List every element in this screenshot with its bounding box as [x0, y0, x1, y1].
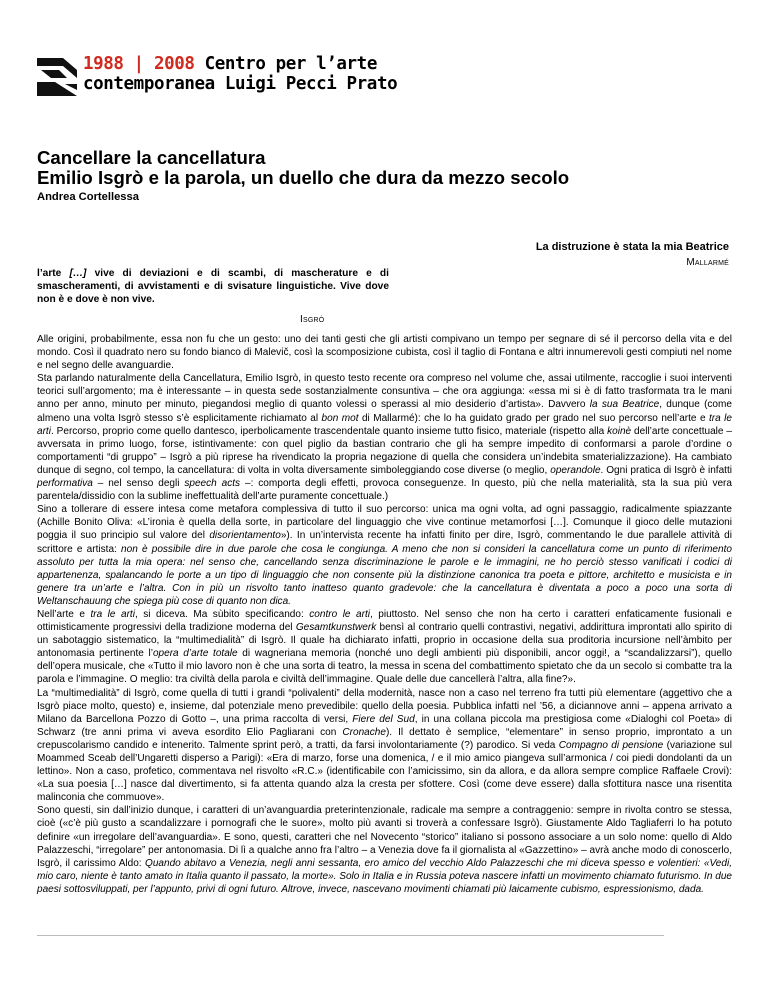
epigraph-mallarme: La distruzione è stata la mia Beatrice	[535, 241, 729, 253]
epigraph-mallarme-source: Mallarmé	[686, 257, 729, 268]
header-logo	[37, 54, 597, 98]
paragraph-1: Alle origini, probabilmente, essa non fu che un gesto: uno dei tanti gesti che gli artisti compivano un tempo per segnare di sé il percorso della vita e del mondo. Così il quadrato nero su fondo bianco di Malevič, così la scomposizione cubista, così il taglio di Fontana e altri innumerevoli gesti compiuti nel nome e nel segno delle avanguardie.	[37, 334, 732, 372]
epigraph-isgro	[37, 267, 389, 306]
pecci-logo-icon	[37, 56, 77, 96]
article-body	[37, 333, 732, 896]
epigraph-isgro-end: vive di deviazioni e di scambi, di mascherature e di smascheramenti, di avvistamenti e di svisature linguistiche. Vive dove non è e dove è non vive.	[37, 268, 389, 305]
paragraph-5: La “multimedialità” di Isgrò, come quella di tutti i grandi “polivalenti” della modernità, nasce non a caso nel terreno fra tutti più elementare (aggettivo che a Isgrò piace molto, questo) e, insieme, dal potenziale meno prevedibile: quello della poesia. Pubblica infatti nel ’56, a diciannove anni – appena arrivato a Milano da Barcellona Pozzo di Gotto –, una prima raccolta di versi, Fiere del Sud, in una collana piccola ma prestigiosa come «Dialoghi col Poeta» di Schwarz (tre anni prima vi aveva esordito Elio Pagliarani con Cronache). Il dettato è semplice, “elementare” in senso proprio, improntato a un crepuscolarismo candido e intenerito. Talmente sprint però, a tratti, da farsi involontariamente (?) parodico. Si veda Compagno di pensione (variazione sul Moammed Sceab dell’Ungaretti disperso a Parigi): «Era di marzo, forse una domenica, / e il mio amico piangeva sull’armonica / coi piedi dondolanti da un lettino». Non a caso, profetico, commentava nel risvolto «R.C.» (identificabile con l’amicissimo, sin da allora, e da allora sempre complice Raffaele Crovi): «La sua poesia […] nasce dal divertimento, si fa attenta quando alza la cresta per sfottere. Così (come deve essere) dalla sfottitura nasce una risentita malinconia che commuove».	[37, 687, 732, 804]
header-line1: Centro per l’arte	[204, 54, 377, 74]
paragraph-2: Sta parlando naturalmente della Cancellatura, Emilio Isgrò, in questo testo recente ora compreso nel volume che, assai utilmente, raccoglie i suoi interventi teorici sull’argomento; ma è interessante – in questa sede sostanzialmente consuntiva – che ora aggiunga: «essa mi si è di fatto trasformata tra le mani anno per anno, minuto per minuto, piegandosi meglio di quanto volessi o sperassi al mio desiderio d’artista». Davvero la sua Beatrice, dunque (come almeno una volta Isgrò stesso s’è esplicitamente richiamato al bon mot di Mallarmé): che lo ha guidato grado per grado nel suo percorso nell’arte e tra le arti. Percorso, proprio come quello dantesco, iperbolicamente trascendentale quanto insieme tutto fisico, materiale (rispetto alla koinè dell’arte concettuale – avversata in primo luogo, forse, istintivamente: con quel piglio da bastian contrario che gli ha sempre impedito di conformarsi a parole d’ordine o comportamenti “di gruppo” – Isgrò a più riprese ha rivendicato la propria negazione di quella che considera un’indebita smaterializzazione). Ha cambiato dunque di segno, col tempo, la cancellatura: di volta in volta diversamente simboleggiando cose diverse (o meglio, operandole. Ogni pratica di Isgrò è infatti performativa – nel senso degli speech acts –: comporta degli effetti, provoca conseguenze. In questo, più che nella materialità, sta la sua più vera parentela/dissidio con la sublime ineffettualità dell’arte puramente concettuale.)	[37, 373, 732, 503]
header-years: 1988 | 2008	[83, 54, 195, 74]
header-text	[83, 54, 397, 94]
epigraph-isgro-source: Isgrò	[300, 314, 325, 325]
epigraph-isgro-ellipsis: […]	[69, 268, 87, 279]
paragraph-4: Nell’arte e tra le arti, si diceva. Ma sùbito specificando: contro le arti, piuttosto. Nel senso che non ha certo i caratteri enfaticamente fusionali e ottimisticamente progressivi della tradizione moderna del Gesamtkunstwerk bensì al contrario quelli contrastivi, negativi, addirittura improntati allo spirito di un sabotaggio sistematico, la “multimedialità” di Isgrò. Il quale ha dichiarato infatti, proprio in occasione della sua proditoria incursione nell’àmbito per antonomasia pertinente l’opera d’arte totale di wagneriana memoria (nonché uno degli ambienti più disponibili, ancor oggi!, a “scandalizzarsi”), quello dell’opera musicale, che «Tutto il mio lavoro non è che una sorta di teatro, la messa in scena del combattimento spietato che da un secolo si combatte tra la parola e l’immagine. O meglio: tra civiltà della parola e civiltà dell’immagine. Quale delle due cancellerà l’altra, alla fine?».	[37, 608, 732, 686]
title-line1: Cancellare la cancellatura	[37, 147, 266, 168]
epigraph-isgro-start: l’arte	[37, 268, 70, 279]
title-line2: Emilio Isgrò e la parola, un duello che dura da mezzo secolo	[37, 167, 570, 188]
header-line2: contemporanea Luigi Pecci Prato	[83, 74, 398, 94]
page-title	[37, 148, 747, 188]
footer-divider	[37, 935, 664, 936]
author: Andrea Cortellessa	[37, 191, 139, 203]
paragraph-3: Sino a tollerare di essere intesa come metafora complessiva di tutto il suo percorso: unica ma ogni volta, ad ogni passaggio, radicalmente spiazzante (Achille Bonito Oliva: «L’ironia è quella della sorte, in particolare del linguaggio che vive continue metamorfosi […]. Comunque il gioco delle mutazioni poggia il suo principio sul valore del disorientamento»). In un’intervista recente ha infatti finito per dire, Isgrò, commentando le due parallele attività di scrittore e artista: non è possibile dire in due parole che cosa le congiunga. A meno che non si consideri la cancellatura come un punto di riferimento assoluto per tutta la mia opera: nel senso che, cancellando senza discriminazione le parole e le immagini, ne ho perciò stesso vanificati i codici di appartenenza, spalancando le porte a un tipo di linguaggio che non consente più la distinzione canonica tra poeta e pittore, architetto e musicista e in genere tra un’arte e l’altra. Con in più un risvolto tanto inatteso quanto gradevole: che la cancellatura è diventata a poco a poco una sorta di Weltanschauung che spiega più cose di quanto non dica.	[37, 504, 732, 607]
paragraph-6: Sono questi, sin dall’inizio dunque, i caratteri di un’avanguardia preterintenzionale, radicale ma sempre a contraggenio: sempre in rivolta contro se stessa, cioè («c’è più gusto a scandalizzare i pornografi che le suore», molto più avanti si troverà a confessare Isgrò). Giustamente Aldo Tagliaferri lo ha potuto definire «un irregolare dell’avanguardia». E sono, questi, caratteri che nel Novecento “storico” italiano si possono associare a un solo nome: quello di Aldo Palazzeschi, “irregolare” per antonomasia. Di lì a qualche anno fra l’altro – a Venezia dove fa il giornalista al «Gazzettino» – avrà anche modo di conoscerlo, Isgrò, il carissimo Aldo: Quando abitavo a Venezia, negli anni sessanta, ero amico del vecchio Aldo Palazzeschi che mi diceva spesso e volentieri: «Vedi, mio caro, niente è tanto amato in Italia quanto il passato, la morte». Solo in Italia e in Russia poteva nascere infatti un movimento chiamato futurismo. In due paesi sottosviluppati, per l’appunto, privi di ogni futuro. Altrove, invece, nascevano movimenti chiamati più laicamente cubismo, espressionismo, dada.	[37, 805, 732, 895]
